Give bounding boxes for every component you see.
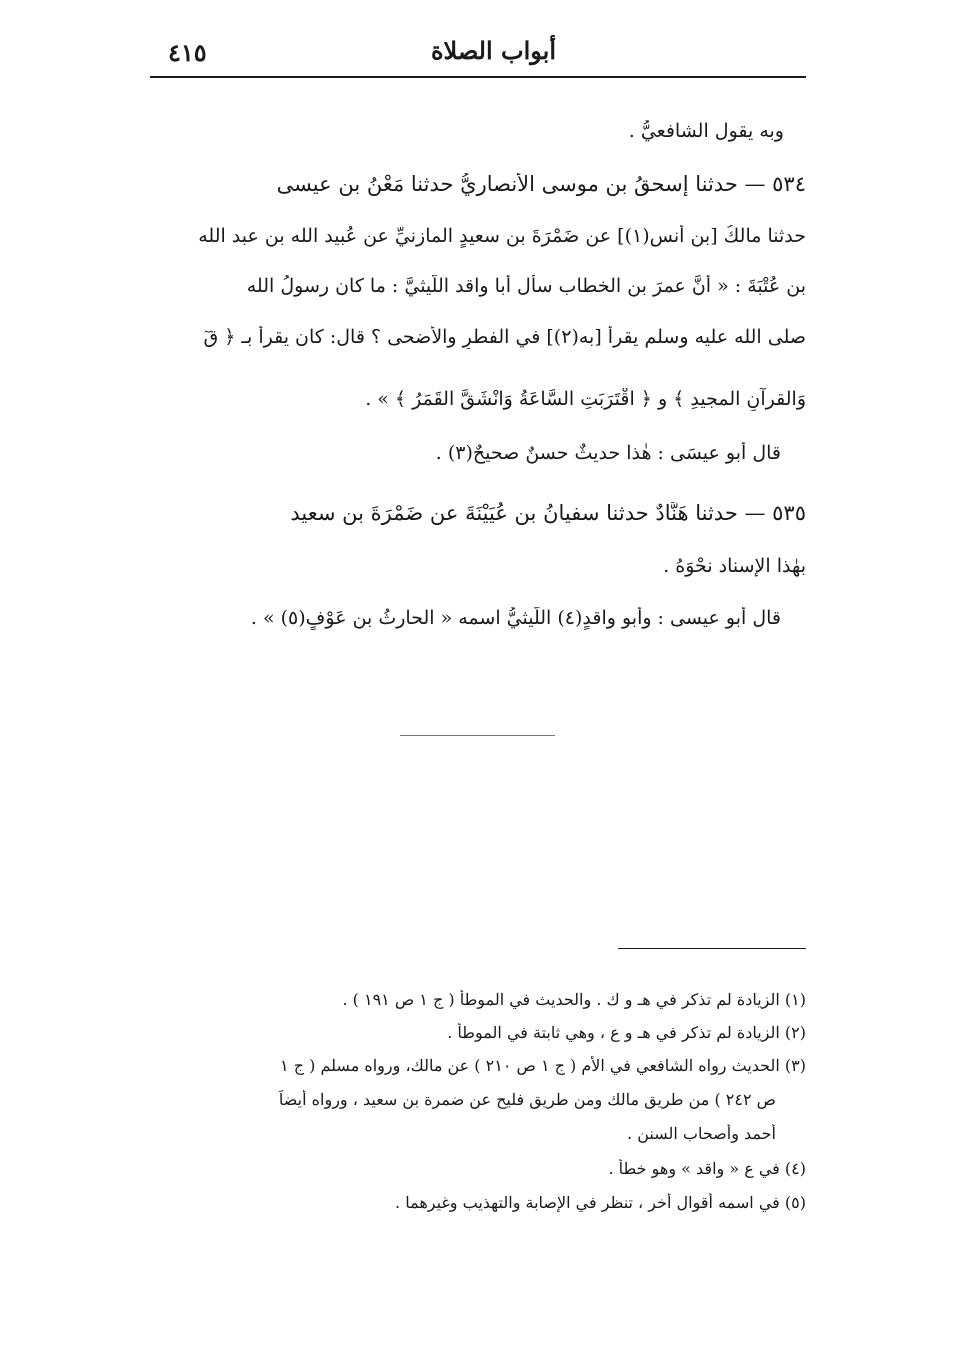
text-line: قال أبو عيسى : وأبو واقدٍ(٤) اللَّيثيُّ اسمه « الحارثُ بن عَوْفٍ(٥) » . xyxy=(250,607,781,629)
footnote-rule xyxy=(618,948,806,949)
section-separator xyxy=(400,735,555,736)
text-line: قال أبو عيسَى : هٰذا حديثٌ حسنٌ صحيحٌ(٣) . xyxy=(435,442,781,464)
footnote-2: (٢) الزيادة لم تذكر في هـ و ع ، وهي ثابتة في الموطأ . xyxy=(447,1023,806,1042)
page-header xyxy=(150,30,806,80)
footnote-1: (١) الزيادة لم تذكر في هـ و ك . والحديث في الموطأ ( ج ١ ص ١٩١ ) . xyxy=(342,990,806,1009)
hadith-535-line: ٥٣٥ — حدثنا هَنَّادٌ حدثنا سفيانُ بن عُيَيْنَةَ عن ضَمْرَةَ بن سعيد xyxy=(290,502,806,525)
hadith-534-line: ٥٣٤ — حدثنا إسحقُ بن موسى الأنصاريُّ حدثنا مَعْنُ بن عيسى xyxy=(276,173,806,196)
header-rule xyxy=(150,76,806,78)
footnote-3-continued: ص ٢٤٢ ) من طريق مالك ومن طريق فليح عن ضمرة بن سعيد ، ورواه أيضاً xyxy=(278,1090,776,1109)
text-line: صلى الله عليه وسلم يقرأ [به(٢)] في الفطرِ والأضحى ؟ قال: كان يقرأ بـ ﴿ قٓ xyxy=(203,326,806,348)
footnote-4: (٤) في ع « واقد » وهو خطأ . xyxy=(608,1159,806,1178)
text-line: وَالقرآنِ المجيدِ ﴾ و ﴿ اقْتَرَبَتِ السَّاعَةُ وَانْشَقَّ القَمَرُ ﴾ » . xyxy=(365,388,806,410)
chapter-title: أبواب الصلاة xyxy=(430,36,556,65)
page-number: ٤١٥ xyxy=(168,38,207,67)
text-line: بهٰذا الإسناد نحْوَهُ . xyxy=(663,555,806,577)
footnote-5: (٥) في اسمه أقوال أخر ، تنظر في الإصابة والتهذيب وغيرهما . xyxy=(395,1193,806,1212)
footnote-3: (٣) الحديث رواه الشافعي في الأم ( ج ١ ص ٢١٠ ) عن مالك، ورواه مسلم ( ج ١ xyxy=(280,1056,806,1075)
text-line: بن عُتْبَةَ : « أنَّ عمرَ بن الخطاب سأل أبا واقد اللَّيثيَّ : ما كان رسولُ الله xyxy=(246,275,806,297)
footnote-3-continued: أحمد وأصحاب السنن . xyxy=(627,1124,776,1143)
text-line: وبه يقول الشافعيُّ . xyxy=(628,120,784,142)
text-line: حدثنا مالكُ [بن أنس(١)] عن ضَمْرَةَ بن سعيدٍ المازنيِّ عن عُبيد الله بن عبد الله xyxy=(198,225,806,247)
